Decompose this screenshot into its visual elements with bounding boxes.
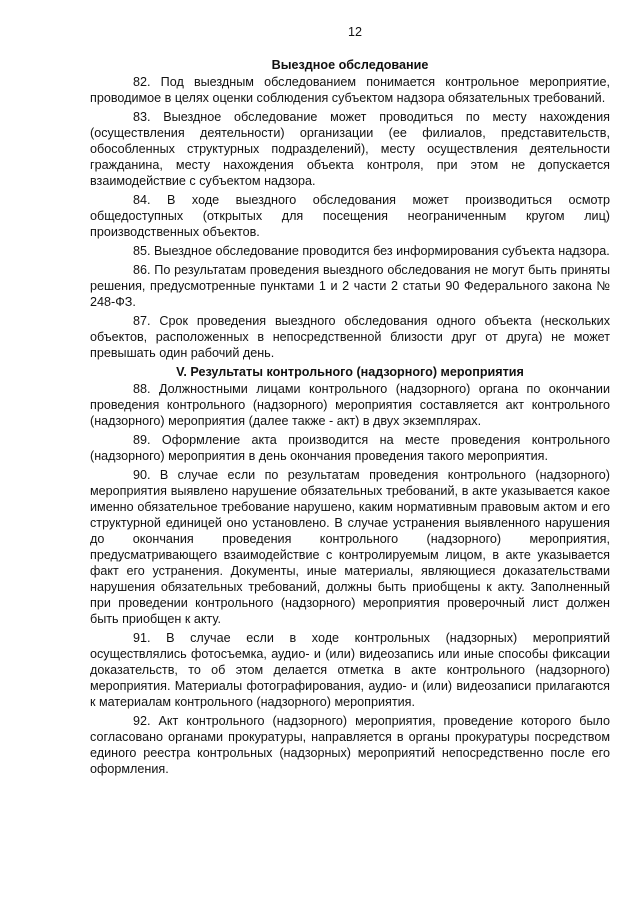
page-number: 12 bbox=[347, 25, 362, 39]
section-title: V. Результаты контрольного (надзорного) мероприятия bbox=[176, 365, 524, 379]
paragraph-84: 84. В ходе выездного обследования может производиться осмотр общедоступных (открытых для посещения неограниченным кругом лиц) производственных объектов. bbox=[90, 193, 610, 239]
section-title: Выездное обследование bbox=[271, 58, 429, 72]
section-inspection-results bbox=[90, 364, 610, 777]
section-field-inspection bbox=[90, 57, 610, 361]
paragraph-83: 83. Выездное обследование может проводиться по месту нахождения (осуществления деятельности) организации (ее филиалов, представительств, обособленных структурных подразделений), месту осуществления деятельности гражданина, месту нахождения объекта контроля, при этом не допускается взаимодействие с субъектом надзора. bbox=[90, 110, 610, 188]
paragraph-86: 86. По результатам проведения выездного обследования не могут быть приняты решения, предусмотренные пунктами 1 и 2 части 2 статьи 90 Федерального закона № 248-ФЗ. bbox=[90, 263, 610, 309]
paragraph-89: 89. Оформление акта производится на месте проведения контрольного (надзорного) мероприятия в день окончания проведения такого мероприятия. bbox=[90, 433, 610, 463]
document-page bbox=[90, 24, 610, 780]
paragraph-91: 91. В случае если в ходе контрольных (надзорных) мероприятий осуществлялись фотосъемка, аудио- и (или) видеозапись или иные способы фиксации доказательств, то об этом делается отметка в акте контрольного (надзорного) мероприятия. Материалы фотографирования, аудио- и (или) видеозаписи прилагаются к материалам контрольного (надзорного) мероприятия. bbox=[90, 631, 610, 709]
paragraph-87: 87. Срок проведения выездного обследования одного объекта (нескольких объектов, расположенных в непосредственной близости друг от друга) не может превышать один рабочий день. bbox=[90, 314, 610, 360]
paragraph-92: 92. Акт контрольного (надзорного) мероприятия, проведение которого было согласовано органами прокуратуры, направляется в органы прокуратуры посредством единого реестра контрольных (надзорных) мероприятий непосредственно после его оформления. bbox=[90, 714, 610, 776]
paragraph-85: 85. Выездное обследование проводится без информирования субъекта надзора. bbox=[133, 244, 610, 258]
paragraph-82: 82. Под выездным обследованием понимается контрольное мероприятие, проводимое в целях оценки соблюдения субъектом надзора обязательных требований. bbox=[90, 75, 610, 105]
paragraph-88: 88. Должностными лицами контрольного (надзорного) органа по окончании проведения контрольного (надзорного) мероприятия составляется акт контрольного (надзорного) мероприятия (далее также - акт) в двух экземплярах. bbox=[90, 382, 610, 428]
paragraph-90: 90. В случае если по результатам проведения контрольного (надзорного) мероприятия выявлено нарушение обязательных требований, в акте указывается какое именно обязательное требование нарушено, каким нормативным правовым актом и его структурной единицей оно установлено. В случае устранения выявленного нарушения до окончания проведения контрольного (надзорного) мероприятия, предусматривающего взаимодействие с контролируемым лицом, в акте указывается факт его устранения. Документы, иные материалы, являющиеся доказательствами нарушения обязательных требований, должны быть приобщены к акту. Заполненный при проведении контрольного (надзорного) мероприятия проверочный лист должен быть приобщен к акту. bbox=[90, 468, 610, 626]
